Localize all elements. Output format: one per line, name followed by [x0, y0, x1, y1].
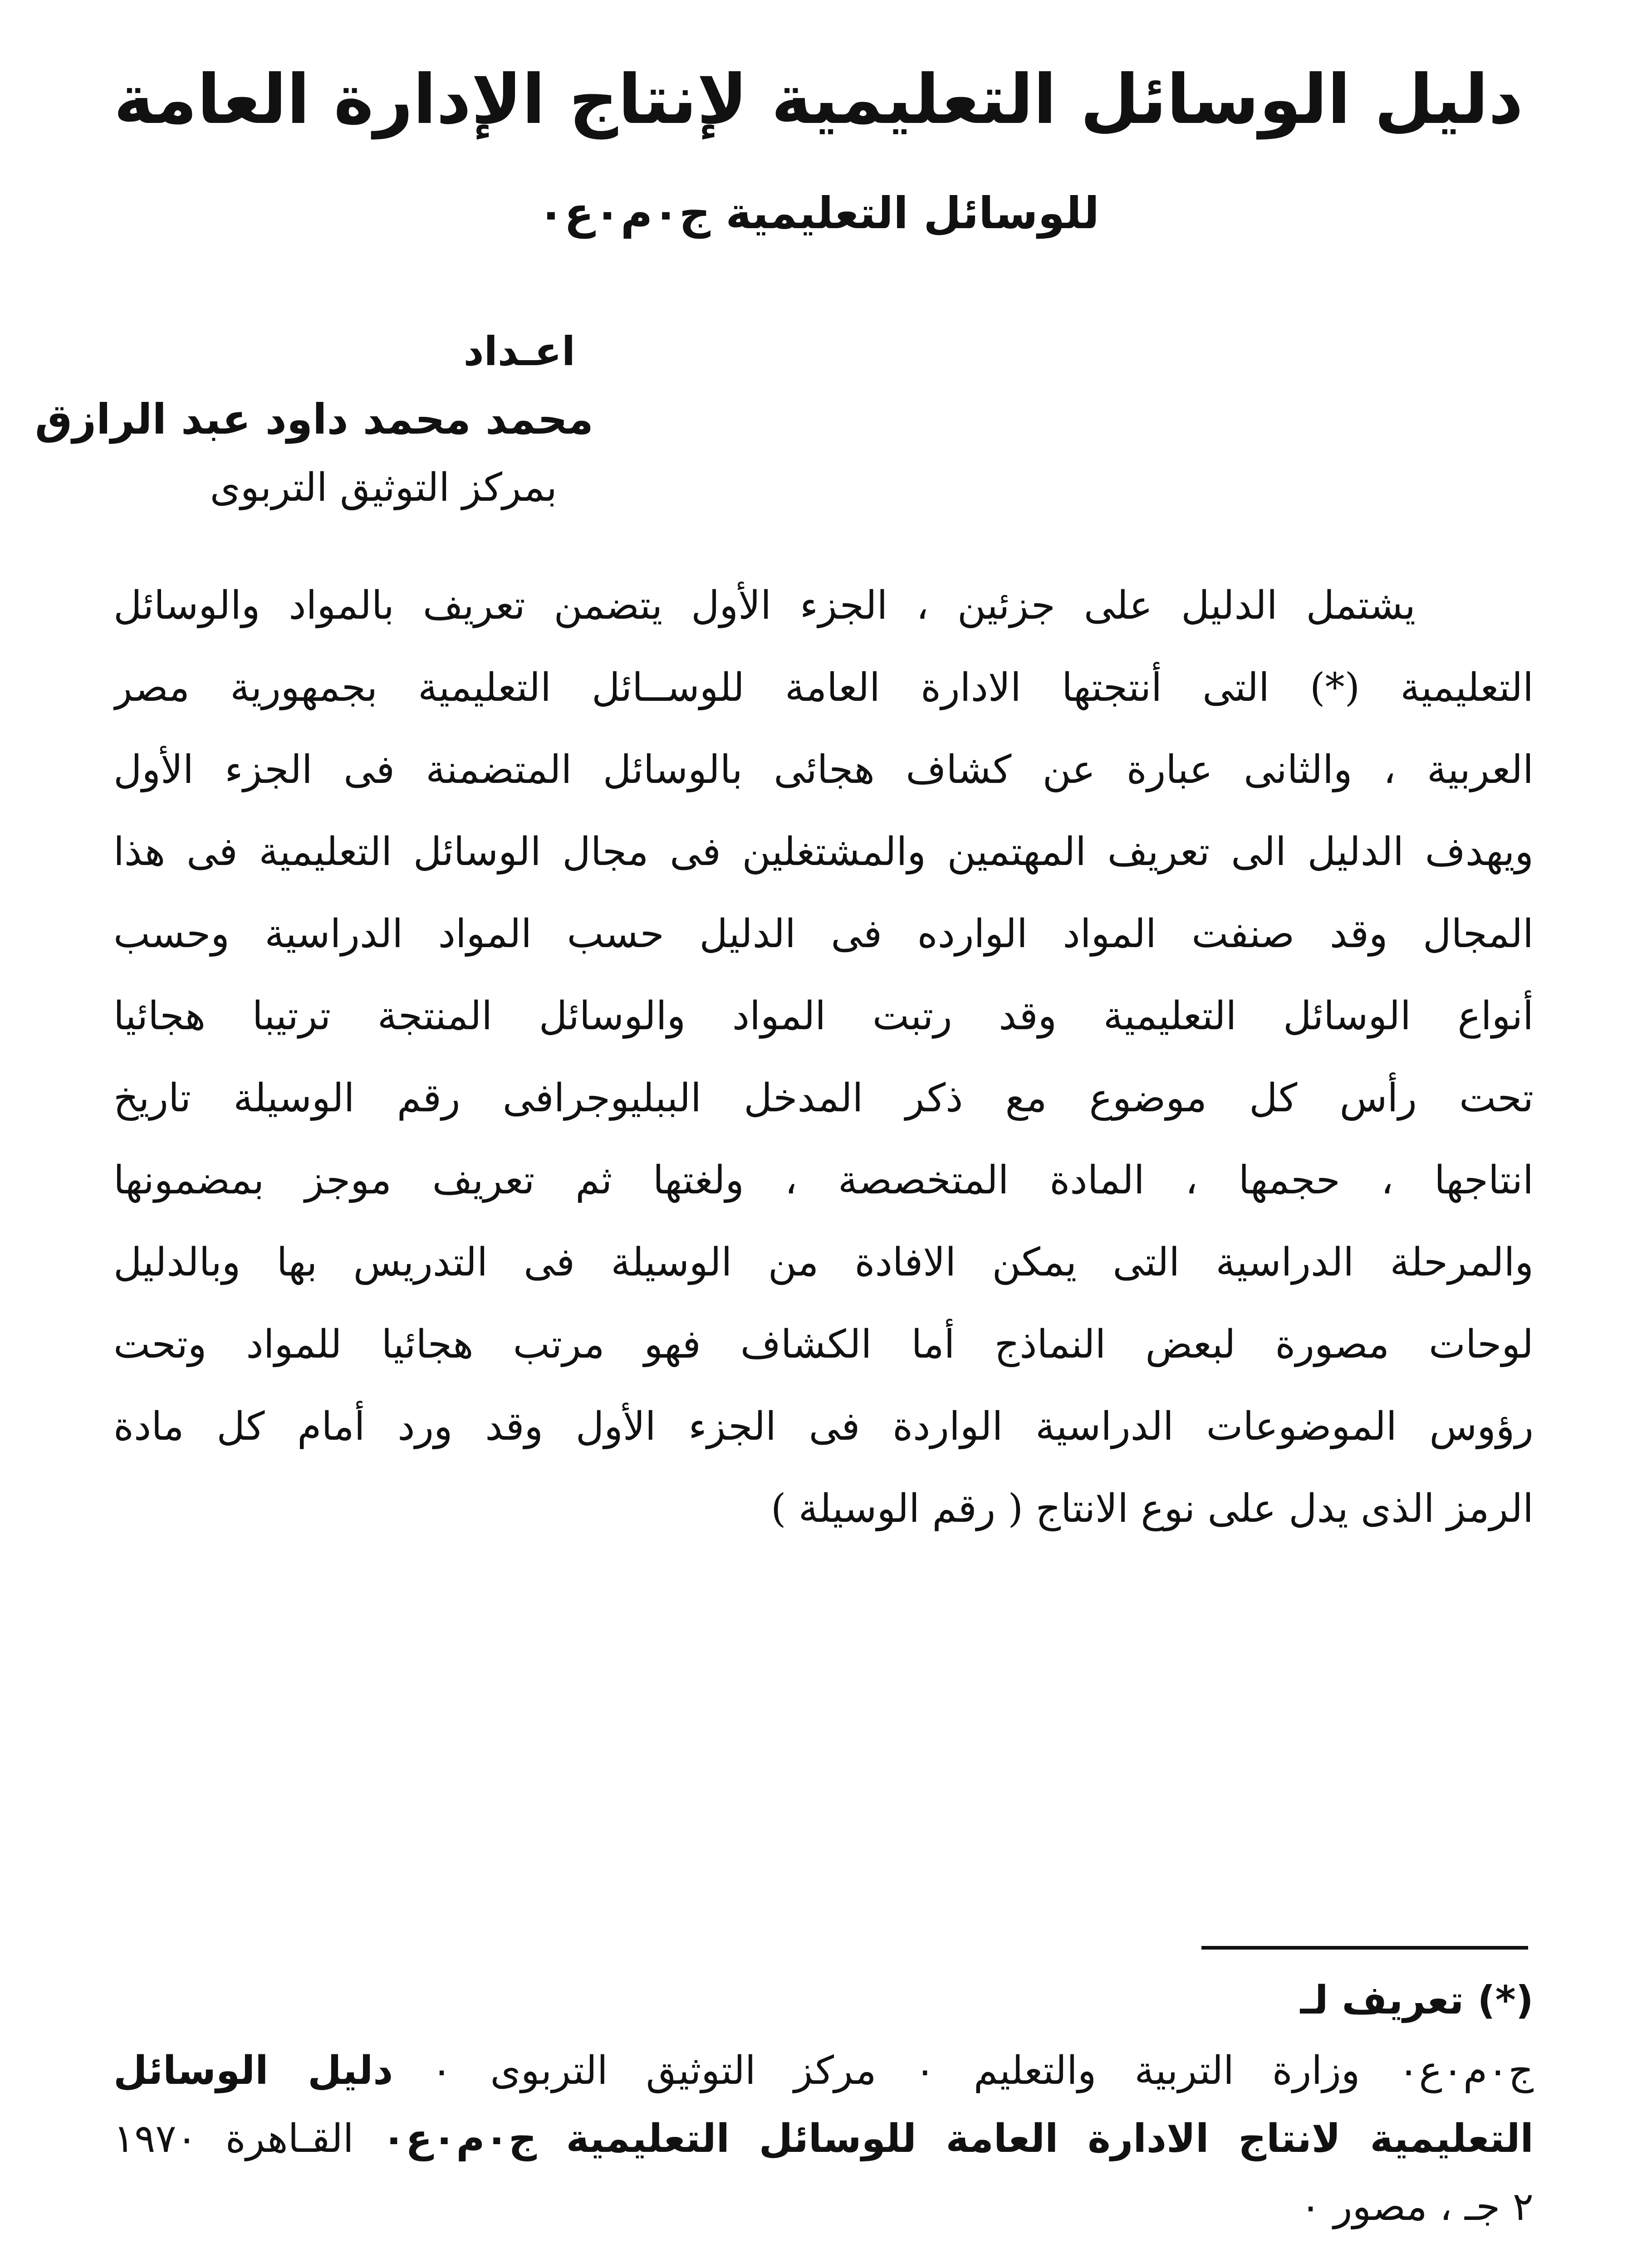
document-subtitle: للوسائل التعليمية ج٠م٠ع٠	[538, 188, 1099, 239]
author-name: محمد محمد داود عبد الرازق	[34, 395, 593, 444]
body-line: رؤوس الموضوعات الدراسية الواردة فى الجزء الأول وقد ورد أمام كل مادة	[113, 1404, 1534, 1449]
footnote-title-rest: التعليمية لانتاج الادارة العامة للوسائل التعليمية ج٠م٠ع٠	[382, 2116, 1534, 2161]
body-line: المجال وقد صنفت المواد الوارده فى الدليل حسب المواد الدراسية وحسب	[113, 911, 1534, 957]
footnote-heading: (*) تعريف لـ	[1300, 1978, 1534, 2023]
body-paragraph	[113, 565, 1534, 1550]
body-line: انتاجها ، حجمها ، المادة المتخصصة ، ولغتها ثم تعريف موجز بمضمونها	[113, 1158, 1534, 1203]
footnote-title-start: دليل الوسائل	[113, 2048, 393, 2093]
body-line: تحت رأس كل موضوع مع ذكر المدخل الببليوجرافى رقم الوسيلة تاريخ	[113, 1075, 1534, 1121]
body-line: التعليمية (*) التى أنتجتها الادارة العامة للوســائل التعليمية بجمهورية مصر	[113, 665, 1534, 710]
body-line: لوحات مصورة لبعض النماذج أما الكشاف فهو مرتب هجائيا للمواد وتحت	[113, 1322, 1534, 1367]
footnote-line	[113, 2105, 1534, 2173]
body-line: والمرحلة الدراسية التى يمكن الافادة من الوسيلة فى التدريس بها وبالدليل	[113, 1240, 1534, 1285]
footnote-place-year: القـاهرة ١٩٧٠	[113, 2116, 354, 2161]
footnote-divider	[1201, 1946, 1528, 1950]
body-line: يشتمل الدليل على جزئين ، الجزء الأول يتضمن تعريف بالمواد والوسائل	[113, 583, 1416, 628]
author-block	[34, 318, 593, 522]
footnote	[113, 1964, 1534, 2241]
body-line: الرمز الذى يدل على نوع الانتاج ( رقم الوسيلة )	[771, 1486, 1534, 1531]
author-affiliation: بمركز التوثيق التربوى	[210, 465, 557, 510]
prepared-by-label: اعـداد	[463, 328, 575, 375]
document-title: دليل الوسائل التعليمية لإنتاج الإدارة العامة	[113, 60, 1524, 139]
body-line: العربية ، والثانى عبارة عن كشاف هجائى بالوسائل المتضمنة فى الجزء الأول	[113, 747, 1534, 792]
footnote-line: ٢ جـ ، مصور ٠	[1300, 2184, 1534, 2229]
footnote-publisher: ج٠م٠ع٠ وزارة التربية والتعليم ٠ مركز التوثيق التربوى ٠	[431, 2048, 1534, 2093]
body-line: ويهدف الدليل الى تعريف المهتمين والمشتغلين فى مجال الوسائل التعليمية فى هذا	[113, 829, 1534, 875]
body-line: أنواع الوسائل التعليمية وقد رتبت المواد والوسائل المنتجة ترتيبا هجائيا	[113, 993, 1534, 1039]
footnote-line	[113, 2037, 1534, 2105]
